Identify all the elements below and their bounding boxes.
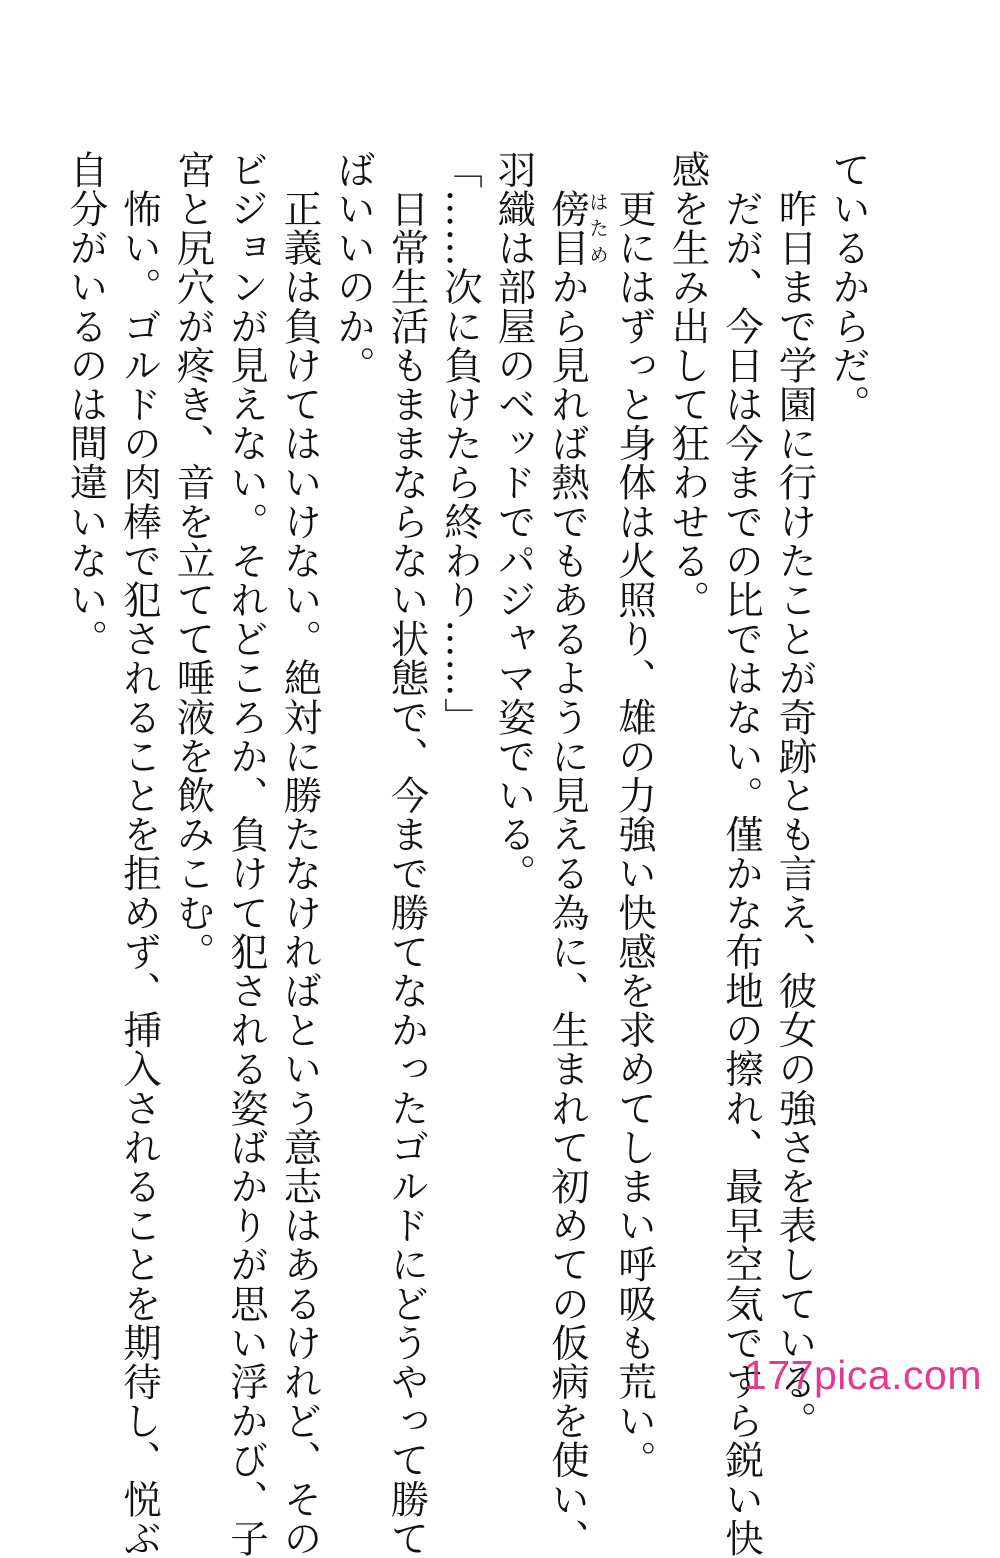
ruby-reading: はため (586, 189, 609, 268)
text-line: ているからだ。 (826, 150, 871, 424)
text-line: ビジョンが見えない。それどころか、負けて犯される姿ばかりが思い浮かび、子 (224, 150, 269, 1558)
text-line: 日常生活もままならない状態で、今まで勝てなかったゴルドにどうやって勝て (384, 150, 430, 1558)
text-line: ばいいのか。 (331, 150, 376, 385)
text-line: 正義は負けてはいけない。絶対に勝たなければという意志はあるけれど、その (277, 150, 323, 1558)
watermark-text: 177pica.com (744, 1352, 982, 1398)
ruby-indent (545, 150, 590, 189)
ruby-annotation (545, 189, 609, 268)
text-line: 感を生み出して狂わせる。 (665, 150, 711, 620)
text-line-with-ruby (541, 150, 609, 1558)
text-line: 昨日まで学園に行けたことが奇跡とも言え、彼女の強さを表している。 (772, 150, 818, 1441)
text-line: だが、今日は今までの比ではない。僅かな布地の擦れ、最早空気ですら鋭い快 (719, 150, 764, 1558)
text-line: 怖い。ゴルドの肉棒で犯されることを拒めず、挿入されることを期待し、悦ぶ (117, 150, 162, 1558)
ruby-base: 傍目 (545, 189, 590, 268)
text-line: 宮と尻穴が疼き、音を立てて唾液を飲みこむ。 (170, 150, 216, 972)
text-line: 自分がいるのは間違いない。 (63, 150, 109, 659)
text-line-rest: から見れば熱でもあるように見える為に、生まれて初めての仮病を使い、 (545, 267, 590, 1558)
text-line: 更にはずっと身体は火照り、雄の力強い快感を求めてしまい呼吸も荒い。 (612, 150, 657, 1480)
text-line: 「……次に負けたら終わり……」 (438, 150, 483, 737)
text-line: 羽織は部屋のベッドでパジャマ姿でいる。 (491, 150, 537, 893)
